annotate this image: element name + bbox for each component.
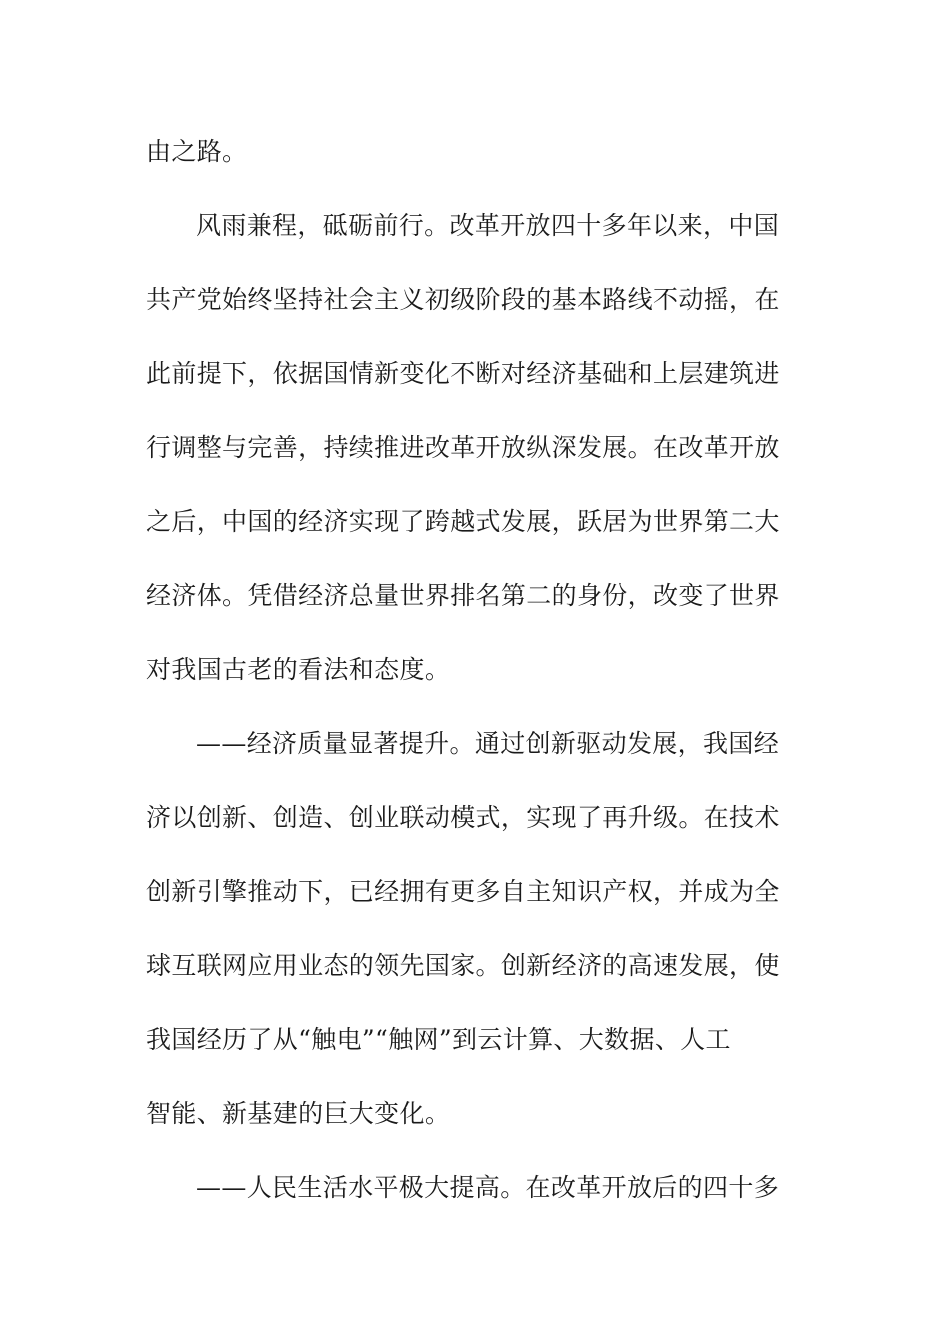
text-line: 智能、新基建的巨大变化。 xyxy=(146,1099,451,1128)
text-line: 济以创新、创造、创业联动模式，实现了再升级。在技术 xyxy=(146,803,780,832)
paragraph-first-line: 风雨兼程，砥砺前行。改革开放四十多年以来，中国 xyxy=(196,211,780,240)
text-line: 之后，中国的经济实现了跨越式发展，跃居为世界第二大 xyxy=(146,507,780,536)
text-line: 经济体。凭借经济总量世界排名第二的身份，改变了世界 xyxy=(146,581,780,610)
paragraph-first-line: ——人民生活水平极大提高。在改革开放后的四十多 xyxy=(196,1173,780,1202)
text-line: 创新引擎推动下，已经拥有更多自主知识产权，并成为全 xyxy=(146,877,780,906)
text-line: 行调整与完善，持续推进改革开放纵深发展。在改革开放 xyxy=(146,433,780,462)
text-line: 共产党始终坚持社会主义初级阶段的基本路线不动摇，在 xyxy=(146,285,780,314)
text-line: 此前提下，依据国情新变化不断对经济基础和上层建筑进 xyxy=(146,359,780,388)
paragraph-first-line: ——经济质量显著提升。通过创新驱动发展，我国经 xyxy=(196,729,780,758)
text-line: 球互联网应用业态的领先国家。创新经济的高速发展，使 xyxy=(146,951,780,980)
text-line: 对我国古老的看法和态度。 xyxy=(146,655,451,684)
text-line: 由之路。 xyxy=(146,137,248,166)
text-line: 我国经历了从“触电”“触网”到云计算、大数据、人工 xyxy=(146,1025,731,1054)
